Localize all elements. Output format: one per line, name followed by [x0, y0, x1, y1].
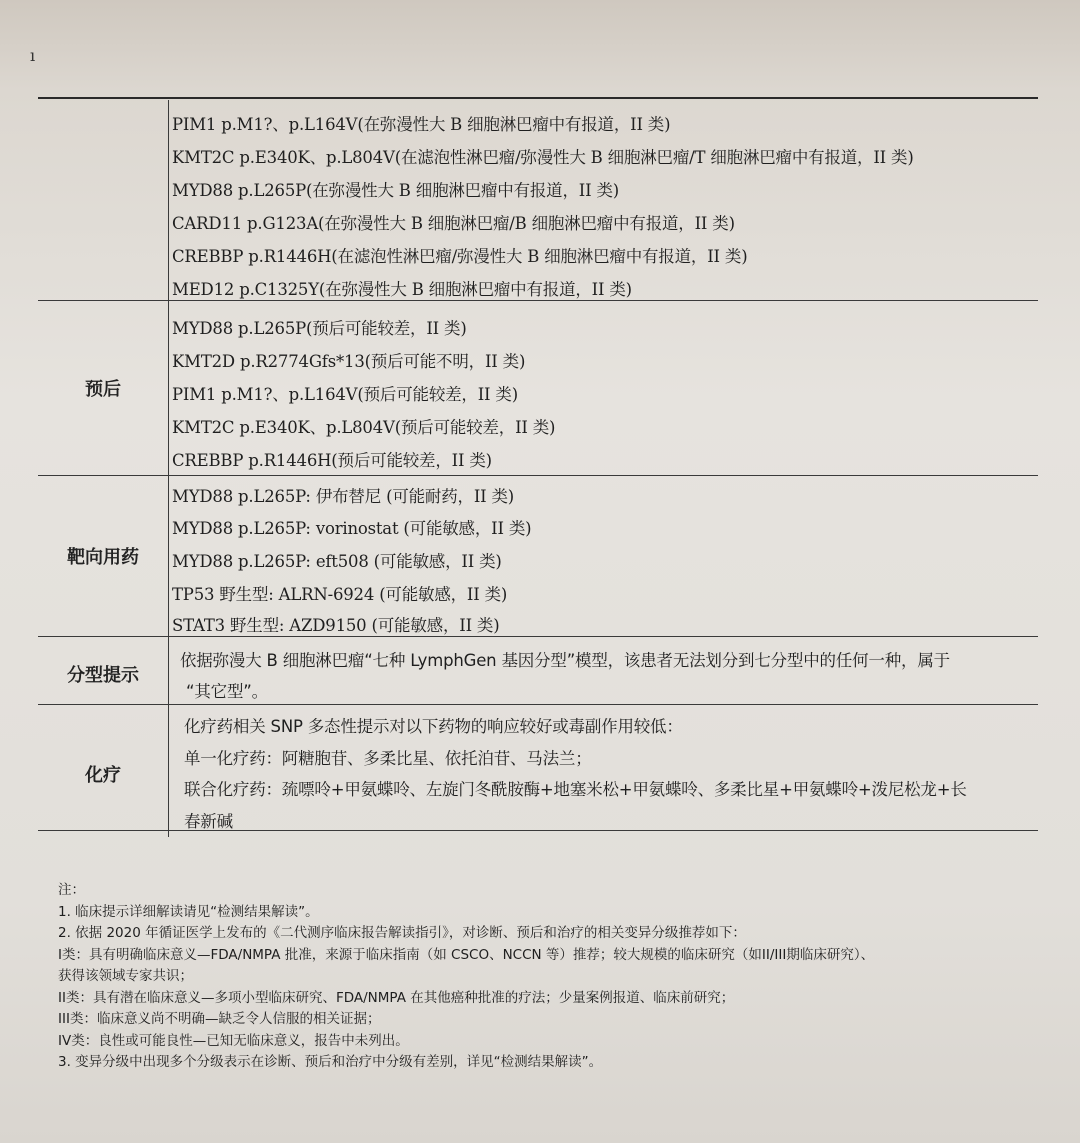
prognosis-line-2: KMT2D p.R2774Gfs*13(预后可能不明，II 类) [172, 352, 526, 371]
note-line-class-1: I类：具有明确临床意义—FDA/NMPA 批准，来源于临床指南（如 CSCO、NCCN 等）推荐；较大规模的临床研究（如II/III期临床研究）、 [58, 946, 875, 963]
chemo-line-3: 联合化疗药：巯嘌呤+甲氨蝶呤、左旋门冬酰胺酶+地塞米松+甲氨蝶呤、多柔比星+甲氨蝶呤+泼尼松龙+长 [184, 780, 967, 799]
reports-line-1: PIM1 p.M1?、p.L164V(在弥漫性大 B 细胞淋巴瘤中有报道，II 类) [172, 115, 671, 134]
note-line-class-2: II类：具有潜在临床意义—多项小型临床研究、FDA/NMPA 在其他癌种批准的疗法；少量案例报道、临床前研究； [58, 989, 735, 1006]
targeted-line-2: MYD88 p.L265P: vorinostat (可能敏感，II 类) [172, 519, 532, 538]
subtype-line-1: 依据弥漫大 B 细胞淋巴瘤“七种 LymphGen 基因分型”模型，该患者无法划分到七分型中的任何一种，属于 [180, 651, 950, 670]
chemo-line-2: 单一化疗药：阿糖胞苷、多柔比星、依托泊苷、马法兰； [184, 749, 592, 768]
prognosis-line-4: KMT2C p.E340K、p.L804V(预后可能较差，II 类) [172, 418, 556, 437]
chemo-line-1: 化疗药相关 SNP 多态性提示对以下药物的响应较好或毒副作用较低： [184, 717, 683, 736]
reports-line-2: KMT2C p.E340K、p.L804V(在滤泡性淋巴瘤/弥漫性大 B 细胞淋巴瘤/T 细胞淋巴瘤中有报道，II 类) [172, 148, 914, 167]
subtype-line-2: “其它型”。 [186, 682, 268, 701]
targeted-line-4: TP53 野生型: ALRN-6924 (可能敏感，II 类) [172, 585, 508, 604]
prognosis-line-5: CREBBP p.R1446H(预后可能较差，II 类) [172, 451, 492, 470]
targeted-line-5: STAT3 野生型: AZD9150 (可能敏感，II 类) [172, 616, 500, 635]
note-heading: 注： [58, 882, 85, 898]
targeted-line-3: MYD88 p.L265P: eft508 (可能敏感，II 类) [172, 552, 502, 571]
note-line-class-3: III类：临床意义尚不明确—缺乏令人信服的相关证据； [58, 1011, 381, 1027]
page-mark: ı [30, 46, 36, 65]
prognosis-line-1: MYD88 p.L265P(预后可能较差，II 类) [172, 319, 467, 338]
reports-line-6: MED12 p.C1325Y(在弥漫性大 B 细胞淋巴瘤中有报道，II 类) [172, 280, 632, 299]
prognosis-line-3: PIM1 p.M1?、p.L164V(预后可能较差，II 类) [172, 385, 518, 404]
note-line-1: 1. 临床提示详细解读请见“检测结果解读”。 [58, 903, 319, 920]
reports-line-4: CARD11 p.G123A(在弥漫性大 B 细胞淋巴瘤/B 细胞淋巴瘤中有报道，II 类) [172, 214, 735, 233]
table-top-rule [38, 97, 1038, 99]
row-label-prognosis: 预后 [85, 379, 121, 400]
note-line-class-4: IV类：良性或可能良性—已知无临床意义，报告中未列出。 [58, 1032, 409, 1049]
row-label-chemotherapy: 化疗 [85, 765, 121, 786]
reports-line-3: MYD88 p.L265P(在弥漫性大 B 细胞淋巴瘤中有报道，II 类) [172, 181, 619, 200]
note-line-2: 2. 依据 2020 年循证医学上发布的《二代测序临床报告解读指引》，对诊断、预后和治疗的相关变异分级推荐如下： [58, 925, 746, 941]
footnotes [58, 880, 874, 1074]
row-label-subtype: 分型提示 [67, 665, 139, 686]
note-line-class-1-cont: 获得该领域专家共识； [58, 968, 193, 984]
note-line-3: 3. 变异分级中出现多个分级表示在诊断、预后和治疗中分级有差别，详见“检测结果解读”。 [58, 1054, 603, 1070]
targeted-line-1: MYD88 p.L265P: 伊布替尼 (可能耐药，II 类) [172, 487, 515, 506]
row-label-targeted-therapy: 靶向用药 [67, 547, 139, 568]
reports-line-5: CREBBP p.R1446H(在滤泡性淋巴瘤/弥漫性大 B 细胞淋巴瘤中有报道，II 类) [172, 247, 748, 266]
chemo-line-4: 春新碱 [184, 812, 233, 831]
